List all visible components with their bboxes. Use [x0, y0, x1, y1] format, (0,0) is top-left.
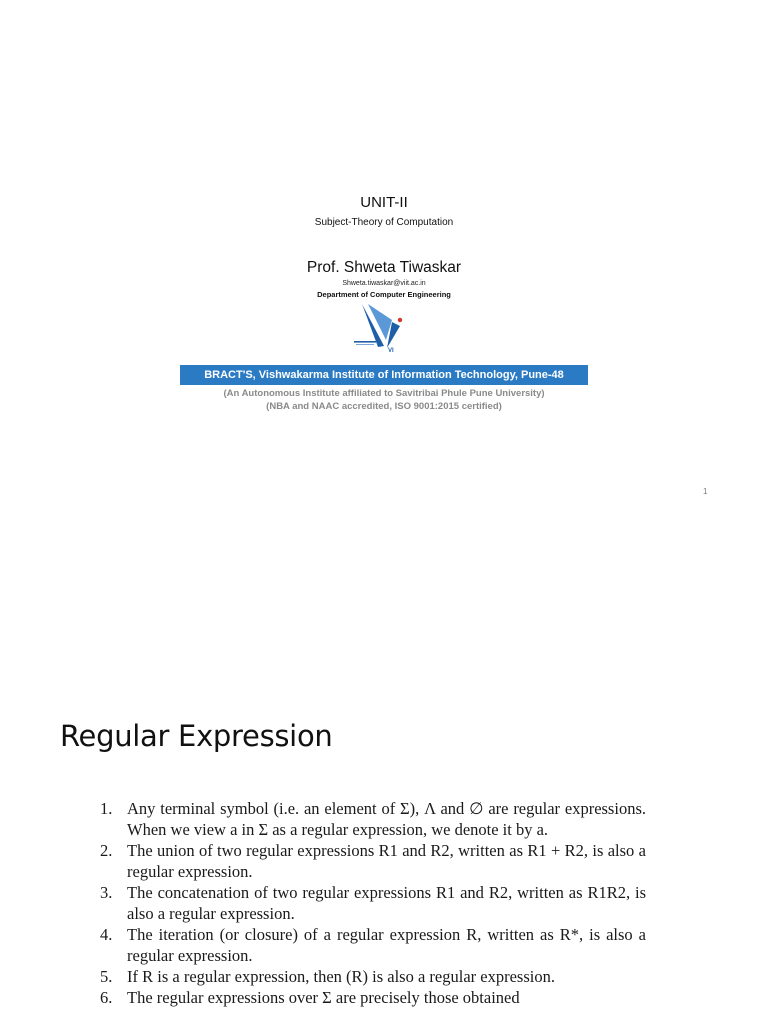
list-item — [100, 840, 646, 882]
definition-list — [100, 798, 646, 1008]
item-text: The regular expressions over Σ are precisely those obtained — [127, 988, 520, 1007]
list-item — [100, 966, 646, 987]
institute-logo-icon — [354, 300, 410, 356]
list-item — [100, 924, 646, 966]
item-text: Any terminal symbol (i.e. an element of Σ), Λ and ∅ are regular expressions. When we view a in Σ as a regular expression, we denote it by a. — [127, 799, 646, 839]
item-number: 2. — [100, 841, 113, 860]
list-item — [100, 798, 646, 840]
accreditation-note: (NBA and NAAC accredited, ISO 9001:2015 certified) — [266, 401, 502, 412]
subject-line: Subject-Theory of Computation — [314, 217, 454, 228]
item-text: If R is a regular expression, then (R) is also a regular expression. — [127, 967, 555, 986]
item-text: The union of two regular expressions R1 and R2, written as R1 + R2, is also a regular expression. — [127, 841, 646, 881]
slide-number: 1 — [703, 487, 708, 496]
institute-banner: BRACT'S, Vishwakarma Institute of Information Technology, Pune-48 — [180, 365, 588, 385]
list-item — [100, 882, 646, 924]
department-name: Department of Computer Engineering — [317, 290, 451, 299]
item-number: 6. — [100, 988, 113, 1007]
item-number: 4. — [100, 925, 113, 944]
list-item — [100, 987, 646, 1008]
item-number: 3. — [100, 883, 113, 902]
unit-heading: UNIT-II — [360, 194, 408, 211]
autonomous-note: (An Autonomous Institute affiliated to Savitribai Phule Pune University) — [223, 388, 545, 399]
regular-expression-slide — [0, 576, 768, 1024]
item-text: The concatenation of two regular expressions R1 and R2, written as R1R2, is also a regular expression. — [127, 883, 646, 923]
svg-text:VI: VI — [388, 348, 394, 354]
item-number: 1. — [100, 799, 113, 818]
item-number: 5. — [100, 967, 113, 986]
item-text: The iteration (or closure) of a regular expression R, written as R*, is also a regular expression. — [127, 925, 646, 965]
slide-title: Regular Expression — [60, 719, 333, 753]
professor-name: Prof. Shweta Tiwaskar — [306, 259, 462, 276]
professor-email: Shweta.tiwaskar@viit.ac.in — [342, 280, 426, 287]
